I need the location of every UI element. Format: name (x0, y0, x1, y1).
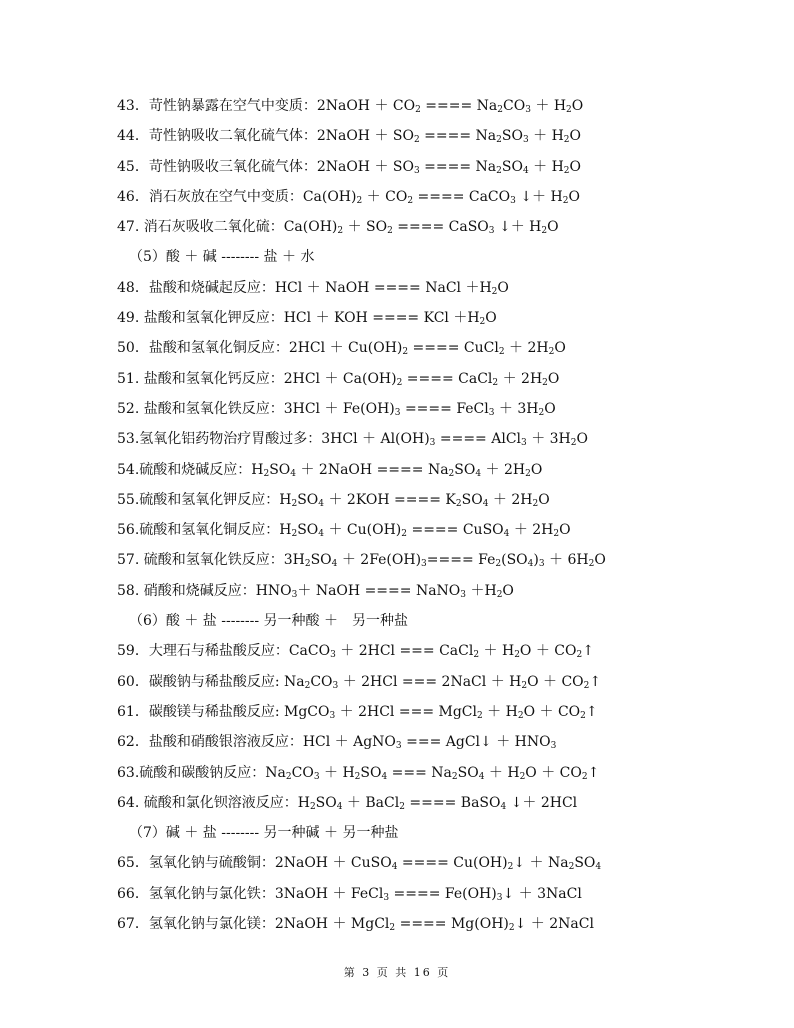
equation-line: 55.硫酸和氢氧化钾反应：$H_2SO_4 + 2KOH$ ==== $K_2SO_4 + 2H_2O$ (117, 491, 550, 509)
section-heading: （7）碱 ＋ 盐 -------- 另一种碱 ＋ 另一种盐 (129, 825, 399, 842)
equation-line: 54.硫酸和烧碱反应：$H_2SO_4$ ＋ 2NaOH ==== $Na_2SO_4 + 2H_2O$ (117, 461, 543, 479)
equation-line: 58. 硝酸和烧碱反应：$HNO_3+$ NaOH ==== NaNO$_3$ $+H_2O$ (117, 582, 514, 600)
section-heading: （5）酸 ＋ 碱 -------- 盐 ＋ 水 (129, 249, 315, 266)
equation-list (117, 91, 757, 939)
equation-line: 59．大理石与稀盐酸反应：CaCO$_3$ ＋ 2HCl === CaCl$_2$ ＋ $H_2O$ ＋ $CO_2↑$ (117, 643, 594, 661)
equation-line: 49. 盐酸和氢氧化钾反应：HCl ＋ KOH ==== KCl $+H_2O$ (117, 310, 497, 328)
equation-line: 56.硫酸和氢氧化铜反应：$H_2SO_4 + Cu(OH)_2$ ==== CuSO$_4$ ＋ $2H_2O$ (117, 522, 571, 540)
equation-line: 44．苛性钠吸收二氧化硫气体：2NaOH ＋ $SO_2$ ==== $Na_2SO_3 + H_2O$ (117, 128, 582, 146)
equation-line: 64. 硫酸和氯化钡溶液反应：$H_2SO_4$ ＋ BaCl$_2$ ==== BaSO$_4$ ↓＋ 2HCl (117, 794, 578, 812)
equation-line: 43．苛性钠暴露在空气中变质：2NaOH ＋ $CO_2$ ==== $Na_2CO_3 + H_2O$ (117, 98, 584, 115)
section-heading: （6）酸 ＋ 盐 -------- 另一种酸 ＋ 另一种盐 (129, 613, 409, 630)
equation-line: 47. 消石灰吸收二氧化硫：$Ca(OH)_2 + SO_2$ ==== CaSO$_3$ ↓＋ $H_2O$ (117, 219, 559, 237)
equation-line: 48．盐酸和烧碱起反应：HCl ＋ NaOH ==== NaCl $+H_2O$ (117, 279, 509, 297)
equation-line: 61．碳酸镁与稀盐酸反应: MgCO$_3$ ＋ 2HCl === MgCl$_2$ ＋ $H_2O$ ＋ $CO_2↑$ (117, 703, 598, 721)
equation-line: 52. 盐酸和氢氧化铁反应：$3HCl + Fe(OH)_3$ ==== FeCl$_3$ ＋ $3H_2O$ (117, 400, 556, 418)
page-footer: 第 3 页 共 16 页 (343, 966, 451, 979)
equation-line: 65．氢氧化钠与硫酸铜：2NaOH ＋ CuSO$_4$ ==== $Cu(OH)_2↓ + Na_2SO_4$ (117, 855, 602, 873)
equation-line: 63.硫酸和碳酸钠反应：$Na_2CO_3 + H_2SO_4$ === $Na_2SO_4 + H_2O$ ＋ $CO_2↑$ (117, 764, 600, 782)
equation-line: 53.氢氧化铝药物治疗胃酸过多：$3HCl + Al(OH)_3$ ==== AlCl$_3$ ＋ $3H_2O$ (117, 431, 588, 449)
equation-line: 62．盐酸和硝酸银溶液反应：HCl ＋ AgNO$_3$ === AgCl↓ ＋ $HNO_3$ (117, 734, 557, 752)
equation-line: 45．苛性钠吸收三氧化硫气体：2NaOH ＋ $SO_3$ ==== $Na_2SO_4 + H_2O$ (117, 158, 582, 176)
equation-line: 60．碳酸钠与稀盐酸反应: $Na_2CO_3 + 2HCl$ === 2NaCl ＋ $H_2O$ ＋ $CO_2↑$ (117, 673, 602, 691)
equation-line: 51. 盐酸和氢氧化钙反应：$2HCl + Ca(OH)_2$ ==== CaCl$_2$ ＋ $2H_2O$ (117, 370, 560, 388)
equation-line: 66．氢氧化钠与氯化铁：3NaOH ＋ FeCl$_3$ ==== $Fe(OH)_3↓$ ＋ 3NaCl (117, 885, 582, 903)
equation-line: 46．消石灰放在空气中变质：$Ca(OH)_2 + CO_2$ ==== CaCO$_3$ ↓＋ $H_2O$ (117, 188, 580, 206)
equation-line: 57. 硫酸和氢氧化铁反应：$3H_2SO_4 + 2Fe(OH)_3==== Fe_2(SO_4)_3 + 6H_2O$ (117, 552, 606, 570)
equation-line: 67．氢氧化钠与氯化镁：2NaOH ＋ MgCl$_2$ ==== $Mg(OH)_2↓$ ＋ 2NaCl (117, 916, 594, 934)
equation-line: 50．盐酸和氢氧化铜反应：$2HCl + Cu(OH)_2$ ==== CuCl$_2$ ＋ $2H_2O$ (117, 340, 566, 358)
